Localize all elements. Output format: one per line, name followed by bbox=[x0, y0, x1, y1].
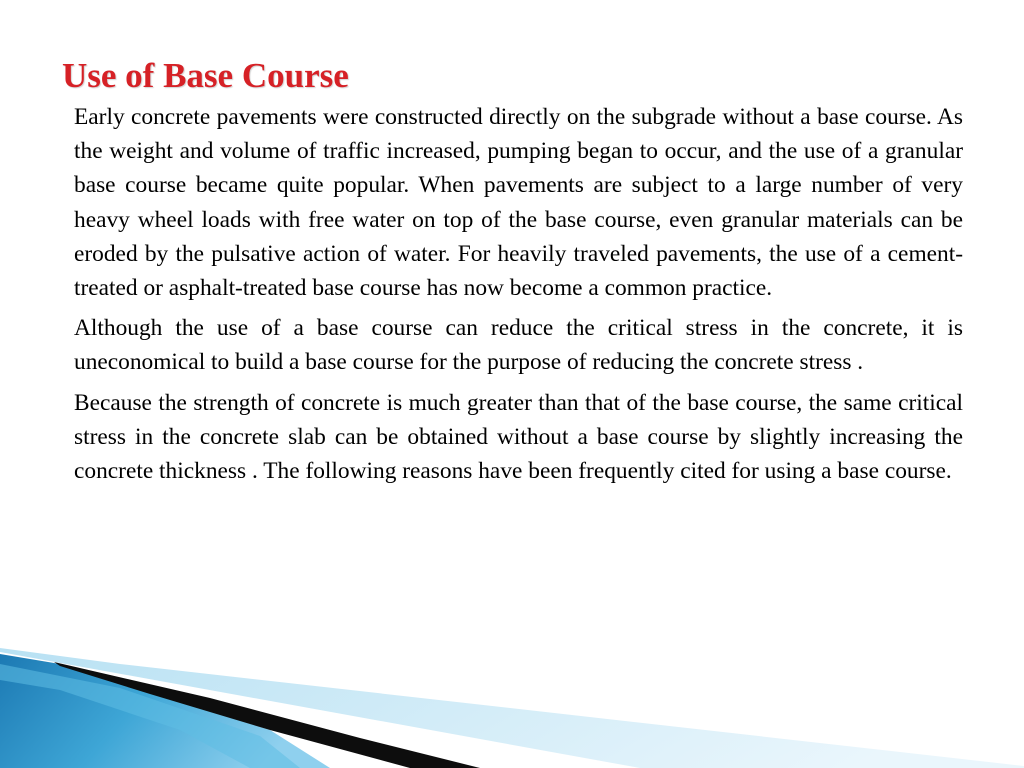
slide-body bbox=[74, 100, 963, 494]
paragraph-early-pavements: Early concrete pavements were constructed directly on the subgrade without a base course. As the weight and volume of traffic increased, pumping began to occur, and the use of a granular base course became quite popular. When pavements are subject to a large number of very heavy wheel loads with free water on top of the base course, even granular materials can be eroded by the pulsative action of water. For heavily traveled pavements, the use of a cement-treated or asphalt-treated base course has now become a common practice. bbox=[74, 104, 963, 302]
paragraph-strength-reasons: Because the strength of concrete is much greater than that of the base course, the same critical stress in the concrete slab can be obtained without a base course by slightly increasing the concrete thickness . The following reasons have been frequently cited for using a base course. bbox=[74, 389, 963, 485]
paragraph-critical-stress: Although the use of a base course can reduce the critical stress in the concrete, it is uneconomical to build a base course for the purpose of reducing the concrete stress . bbox=[74, 315, 963, 376]
slide-title: Use of Base Course bbox=[62, 56, 349, 95]
